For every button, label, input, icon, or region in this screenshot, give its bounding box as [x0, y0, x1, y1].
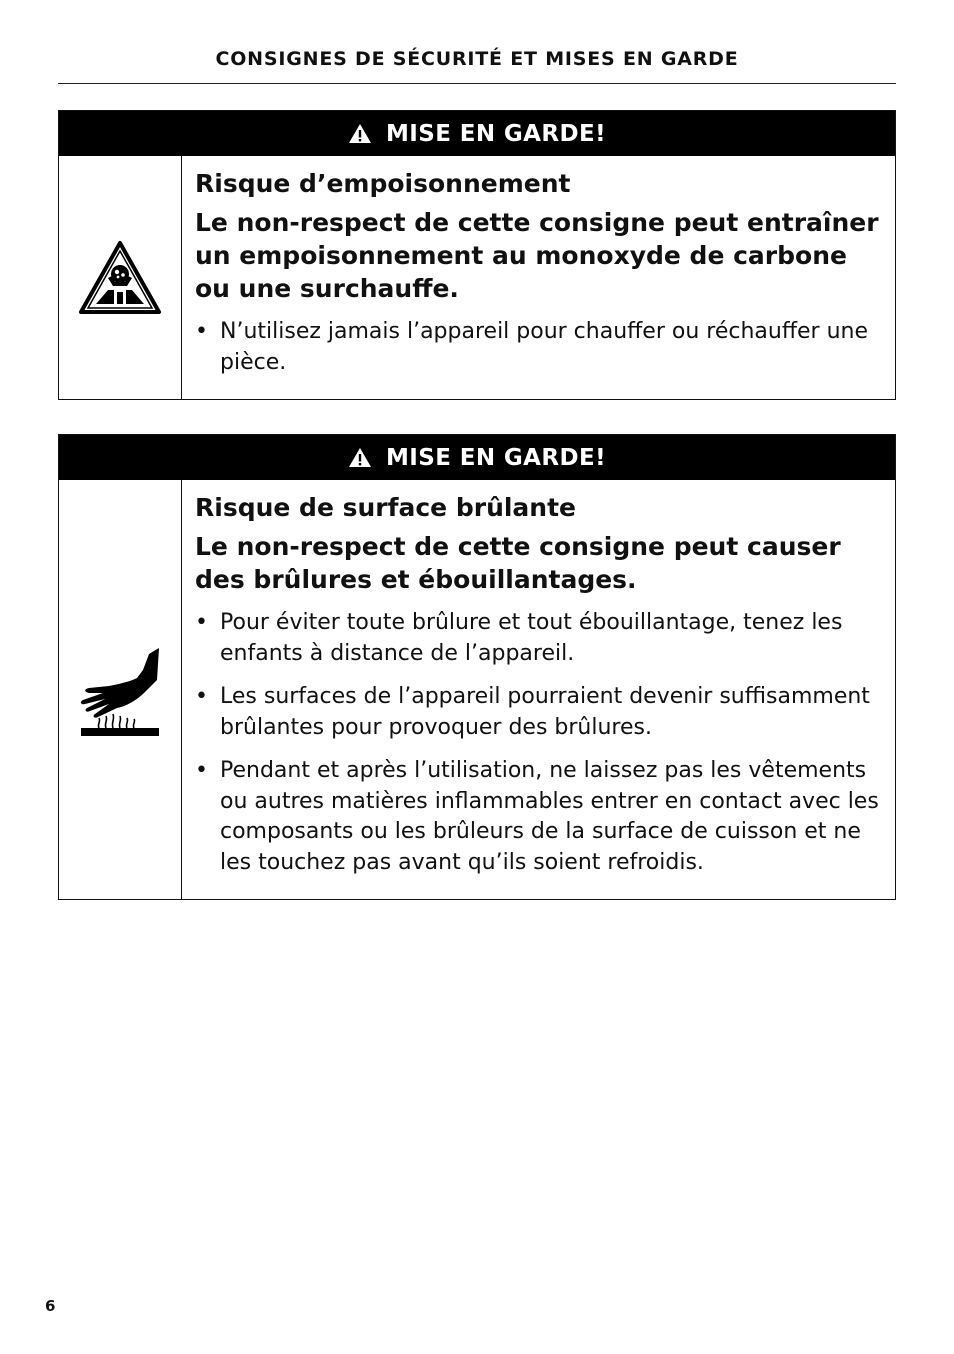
bullet-list — [195, 317, 883, 378]
warning-box-poisoning — [58, 110, 896, 400]
risk-description: Le non-respect de cette consigne peut entraîner un empoisonnement au monoxyde de carbone ou une surchauffe. — [195, 208, 879, 303]
warning-box-hot-surface — [58, 434, 896, 900]
bullet-item: • Pour éviter toute brûlure et tout ébouillantage, tenez les enfants à distance de l’appareil. — [195, 608, 883, 669]
warning-triangle-icon — [348, 447, 372, 468]
warning-banner-label: MISE EN GARDE! — [386, 444, 606, 471]
bullet-list — [195, 608, 883, 878]
page-header-title: CONSIGNES DE SÉCURITÉ ET MISES EN GARDE — [215, 48, 739, 70]
header-divider — [58, 83, 896, 84]
icon-cell — [59, 480, 182, 899]
risk-description: Le non-respect de cette consigne peut causer des brûlures et ébouillantages. — [195, 532, 841, 594]
risk-title: Risque de surface brûlante — [195, 493, 577, 522]
bullet-item: • Pendant et après l’utilisation, ne laissez pas les vêtements ou autres matières inflammables entrer en contact avec les composants ou les brûleurs de la surface de cuisson et ne les touchez pas avant qu’ils soient refroidis. — [195, 756, 883, 878]
risk-title: Risque d’empoisonnement — [195, 169, 571, 198]
bullet-item: • N’utilisez jamais l’appareil pour chauffer ou réchauffer une pièce. — [195, 317, 883, 378]
bullet-item: • Les surfaces de l’appareil pourraient devenir suffisamment brûlantes pour provoquer des brûlures. — [195, 682, 883, 743]
warning-banner-label: MISE EN GARDE! — [386, 120, 606, 147]
warning-banner — [59, 111, 895, 156]
hot-surface-hand-icon — [79, 644, 161, 736]
icon-cell — [59, 156, 182, 399]
warning-triangle-icon — [348, 123, 372, 144]
warning-banner — [59, 435, 895, 480]
page-number: 6 — [45, 1297, 56, 1315]
carbon-monoxide-poisoning-icon — [78, 240, 162, 316]
